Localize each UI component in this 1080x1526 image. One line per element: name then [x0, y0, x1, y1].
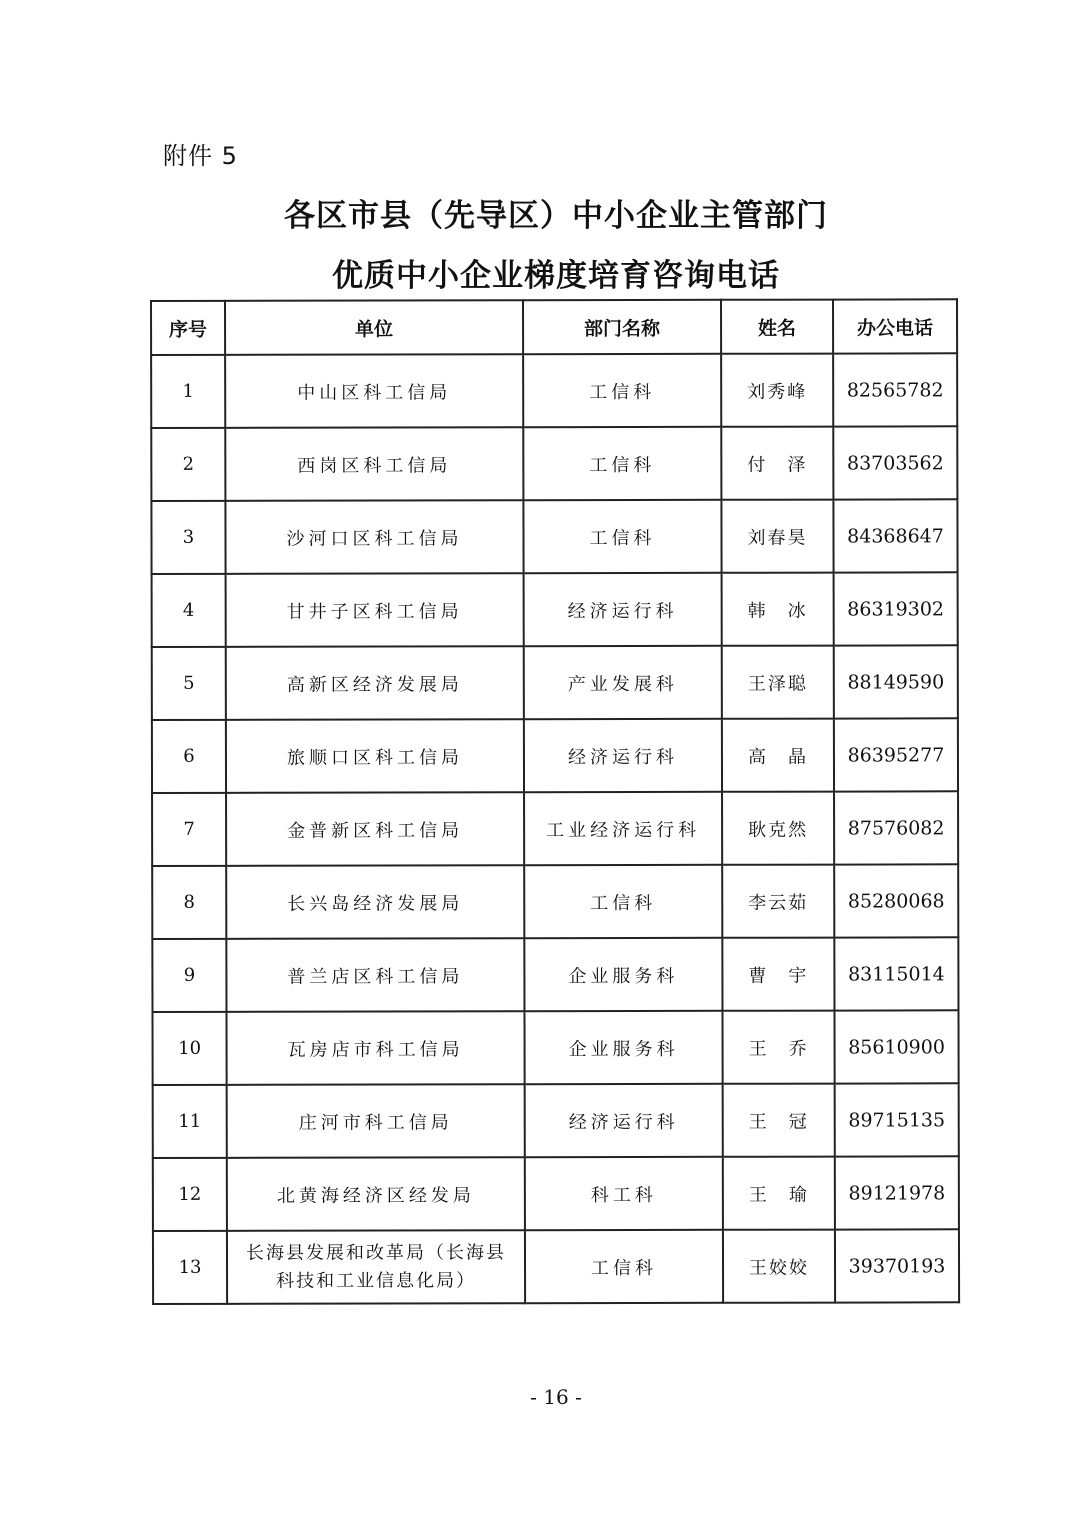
- row-unit: [227, 1230, 525, 1304]
- row-unit: 高新区经济发展局: [226, 646, 524, 720]
- row-name: 刘秀峰: [721, 354, 833, 427]
- row-name: 王姣姣: [723, 1230, 835, 1303]
- row-phone: 39370193: [835, 1229, 959, 1302]
- row-phone: 82565782: [833, 353, 957, 426]
- row-phone: 85280068: [834, 864, 958, 937]
- row-unit: 普兰店区科工信局: [226, 938, 524, 1012]
- row-index: 4: [152, 574, 226, 647]
- row-unit: 金普新区科工信局: [226, 792, 524, 866]
- row-unit: 西岗区科工信局: [225, 427, 523, 501]
- row-name: 李云茹: [722, 865, 834, 938]
- table-row: [152, 572, 958, 647]
- page-number: - 16 -: [530, 1385, 582, 1409]
- row-index: 3: [151, 501, 225, 574]
- row-index: 8: [152, 866, 226, 939]
- table-row: [151, 499, 957, 574]
- row-phone: 83703562: [833, 426, 957, 499]
- row-name: 高 晶: [722, 719, 834, 792]
- row-department: 工信科: [524, 865, 722, 938]
- row-index: 11: [153, 1085, 227, 1158]
- row-phone: 89715135: [835, 1083, 959, 1156]
- row-department: 工信科: [523, 427, 721, 500]
- table-row: [153, 1083, 959, 1158]
- row-phone: 84368647: [833, 499, 957, 572]
- row-index: 9: [152, 939, 226, 1012]
- row-unit: 长兴岛经济发展局: [226, 865, 524, 939]
- header-department: 部门名称: [523, 300, 721, 354]
- row-unit: 瓦房店市科工信局: [226, 1011, 524, 1085]
- row-index: 6: [152, 720, 226, 793]
- row-department: 产业发展科: [524, 646, 722, 719]
- row-index: 2: [151, 428, 225, 501]
- document-title-line-2: 优质中小企业梯度培育咨询电话: [332, 258, 780, 294]
- table-row: [151, 353, 957, 428]
- table-row: [152, 718, 958, 793]
- row-name: 王 瑜: [723, 1157, 835, 1230]
- row-name: 耿克然: [722, 792, 834, 865]
- table-row: [153, 1156, 959, 1231]
- row-name: 刘春昊: [721, 500, 833, 573]
- row-name: 付 泽: [721, 427, 833, 500]
- row-index: 12: [153, 1158, 227, 1231]
- row-unit: 北黄海经济区经发局: [227, 1157, 525, 1231]
- row-unit: 旅顺口区科工信局: [226, 719, 524, 793]
- row-name: 王泽聪: [722, 646, 834, 719]
- row-name: 王 冠: [723, 1084, 835, 1157]
- table-row: [152, 1010, 958, 1085]
- header-index: 序号: [151, 301, 225, 355]
- row-index: 1: [151, 355, 225, 428]
- row-department: 工信科: [523, 354, 721, 427]
- row-department: 企业服务科: [524, 938, 722, 1011]
- row-unit: 庄河市科工信局: [227, 1084, 525, 1158]
- attachment-label: 附件 5: [163, 142, 238, 170]
- row-phone: 89121978: [835, 1156, 959, 1229]
- row-name: 韩 冰: [722, 573, 834, 646]
- row-unit: 甘井子区科工信局: [226, 573, 524, 647]
- row-index: 13: [153, 1231, 227, 1304]
- row-index: 5: [152, 647, 226, 720]
- table-row: [152, 645, 958, 720]
- row-phone: 87576082: [834, 791, 958, 864]
- row-phone: 85610900: [834, 1010, 958, 1083]
- row-unit: 沙河口区科工信局: [225, 500, 523, 574]
- table-row: [153, 1229, 959, 1304]
- row-unit-line-1: 长海县发展和改革局（长海县: [245, 1241, 507, 1264]
- row-index: 10: [152, 1012, 226, 1085]
- row-phone: 86319302: [834, 572, 958, 645]
- row-phone: 83115014: [834, 937, 958, 1010]
- row-name: 王 乔: [722, 1011, 834, 1084]
- row-department: 经济运行科: [525, 1084, 723, 1157]
- row-department: 经济运行科: [524, 573, 722, 646]
- header-unit: 单位: [225, 300, 523, 355]
- row-name: 曹 宇: [722, 938, 834, 1011]
- row-unit-line-2: 科技和工业信息化局）: [276, 1269, 477, 1292]
- row-department: 企业服务科: [524, 1011, 722, 1084]
- document-title-line-1: 各区市县（先导区）中小企业主管部门: [284, 198, 828, 234]
- row-department: 科工科: [525, 1157, 723, 1230]
- row-department: 工信科: [523, 500, 721, 573]
- row-unit: 中山区科工信局: [225, 354, 523, 428]
- row-department: 经济运行科: [524, 719, 722, 792]
- table-row: [152, 864, 958, 939]
- row-index: 7: [152, 793, 226, 866]
- table-row: [152, 791, 958, 866]
- row-department: 工业经济运行科: [524, 792, 722, 865]
- row-department: 工信科: [525, 1230, 723, 1303]
- table-header-row: [151, 299, 957, 355]
- header-name: 姓名: [721, 300, 833, 354]
- header-phone: 办公电话: [833, 299, 957, 353]
- contact-table: [150, 298, 960, 1305]
- table-row: [152, 937, 958, 1012]
- row-phone: 86395277: [834, 718, 958, 791]
- row-phone: 88149590: [834, 645, 958, 718]
- table-row: [151, 426, 957, 501]
